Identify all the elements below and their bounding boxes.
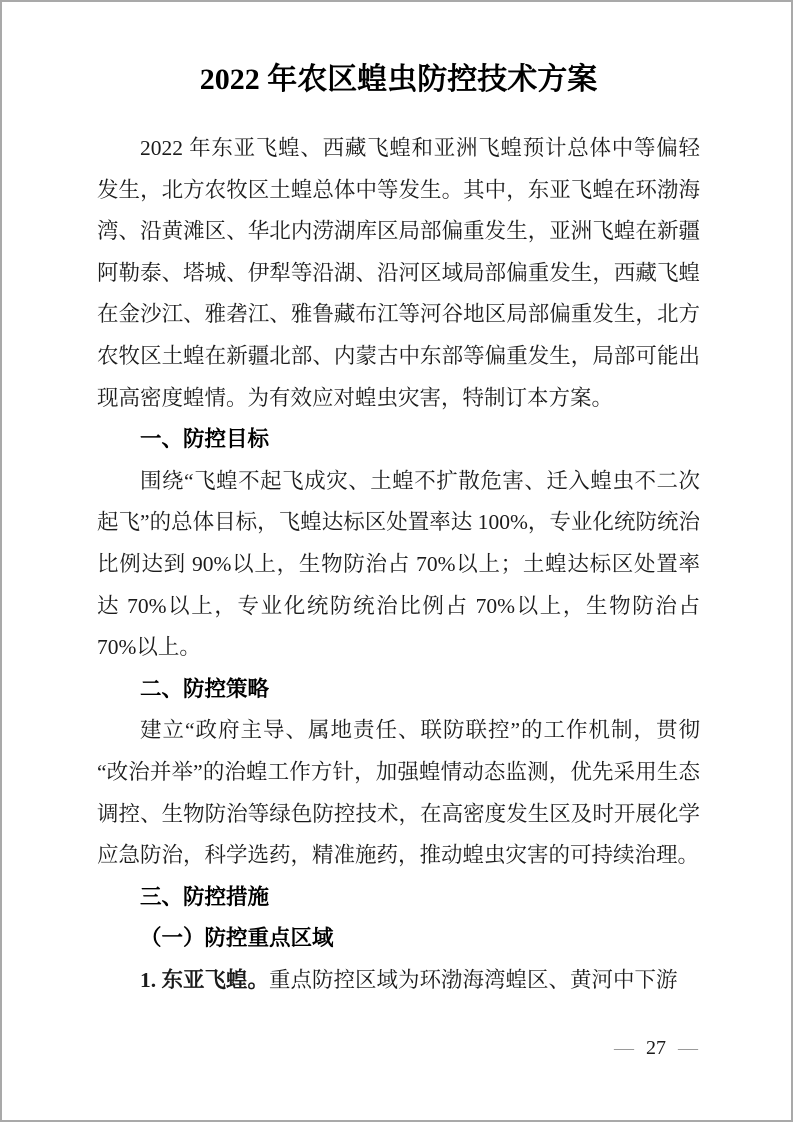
section-2-paragraph: 建立“政府主导、属地责任、联防联控”的工作机制，贯彻“改治并举”的治蝗工作方针，加强蝗情动态监测，优先采用生态调控、生物防治等绿色防控技术，在高密度发生区及时开展化学应急防治，科学选药，精准施药，推动蝗虫灾害的可持续治理。 [97, 718, 700, 868]
item-1-text: 重点防控区域为环渤海湾蝗区、黄河中下游 [269, 967, 678, 992]
subsection-1-heading: （一）防控重点区域 [140, 926, 334, 951]
section-1-heading: 一、防控目标 [140, 427, 270, 452]
section-1-paragraph: 围绕“飞蝗不起飞成灾、土蝗不扩散危害、迁入蝗虫不二次起飞”的总体目标，飞蝗达标区处置率达 100%，专业化统防统治比例达到 90%以上，生物防治占 70%以上；土蝗达标区处置率达 70%以上，专业化统防统治比例占 70%以上，生物防治占 70%以上。 [97, 468, 700, 660]
footer-dash-left: — [614, 1037, 634, 1060]
page-footer [97, 1035, 700, 1061]
document-title: 2022 年农区蝗虫防控技术方案 [199, 63, 598, 96]
item-1-lead: 1. 东亚飞蝗。 [140, 967, 270, 992]
intro-paragraph: 2022 年东亚飞蝗、西藏飞蝗和亚洲飞蝗预计总体中等偏轻发生，北方农牧区土蝗总体中等发生。其中，东亚飞蝗在环渤海湾、沿黄滩区、华北内涝湖库区局部偏重发生，亚洲飞蝗在新疆阿勒泰、塔城、伊犁等沿湖、沿河区域局部偏重发生，西藏飞蝗在金沙江、雅砻江、雅鲁藏布江等河谷地区局部偏重发生，北方农牧区土蝗在新疆北部、内蒙古中东部等偏重发生，局部可能出现高密度蝗情。为有效应对蝗虫灾害，特制订本方案。 [97, 136, 700, 410]
section-3-heading: 三、防控措施 [140, 884, 270, 909]
item-1-paragraph [97, 960, 700, 1002]
page-number: 27 [646, 1037, 666, 1060]
footer-dash-right: — [678, 1037, 698, 1060]
section-2-heading: 二、防控策略 [140, 676, 270, 701]
